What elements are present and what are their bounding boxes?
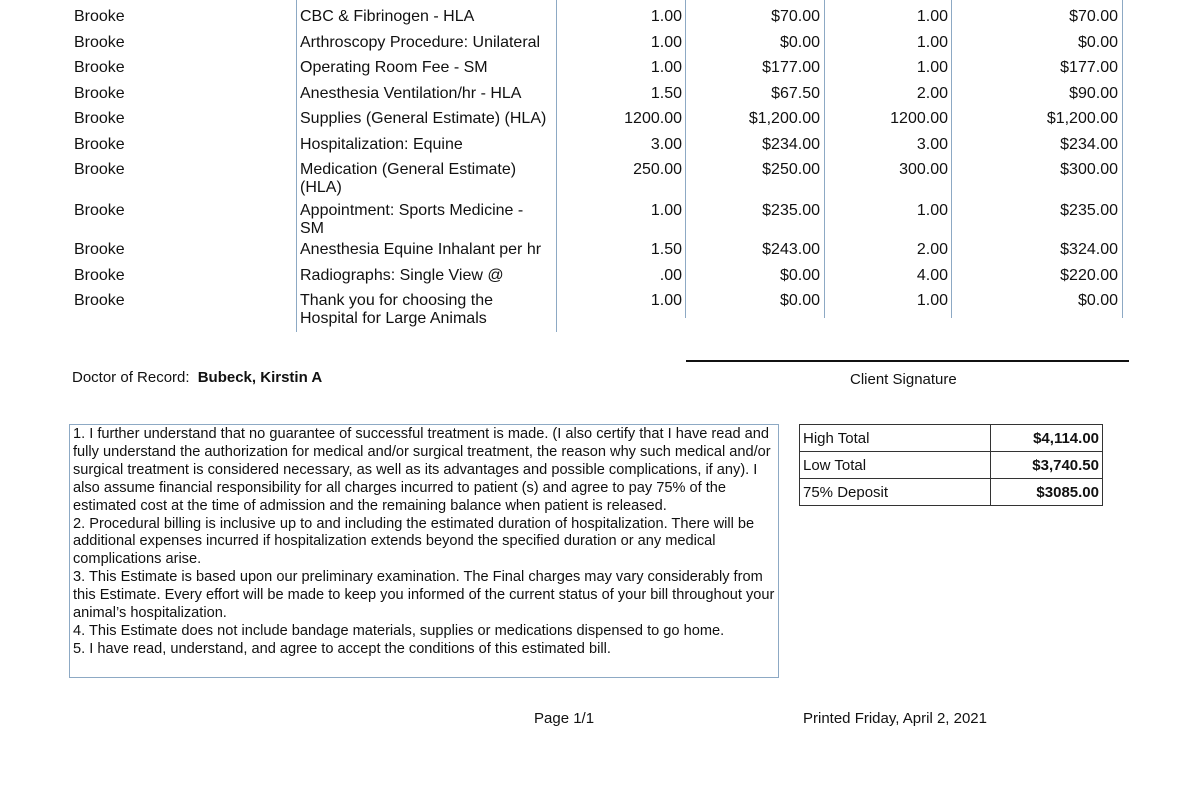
term-3: 3. This Estimate is based upon our preliminary examination. The Final charges may vary considerably from this Estimate. Every effort will be made to keep you informed of the current status of your bill throughout your animal’s hospitalization. [73, 569, 775, 622]
high-qty-cell: 1.00 [916, 59, 948, 76]
totals-label: 75% Deposit [800, 479, 991, 506]
low-price-cell: $243.00 [762, 241, 820, 258]
provider-cell: Brooke [74, 59, 125, 76]
low-price-cell: $67.50 [771, 85, 820, 102]
high-price-cell: $300.00 [1060, 161, 1118, 178]
low-price-cell: $234.00 [762, 136, 820, 153]
high-qty-cell: 1.00 [916, 292, 948, 309]
provider-cell: Brooke [74, 161, 125, 178]
high-price-cell: $324.00 [1060, 241, 1118, 258]
description-cell: Supplies (General Estimate) (HLA) [300, 110, 547, 127]
totals-value: $4,114.00 [991, 425, 1103, 452]
low-price-cell: $250.00 [762, 161, 820, 178]
term-2: 2. Procedural billing is inclusive up to and including the estimated duration of hospitalization. There will be additional expenses incurred if hospitalization extends beyond the specified duration or any medical complications arise. [73, 515, 755, 568]
totals-value: $3,740.50 [991, 452, 1103, 479]
provider-cell: Brooke [74, 241, 125, 258]
provider-cell: Brooke [74, 34, 125, 51]
high-qty-cell: 3.00 [916, 136, 948, 153]
totals-row-deposit [800, 479, 1103, 506]
high-qty-cell: 1.00 [916, 34, 948, 51]
totals-table [799, 424, 1103, 506]
description-cell: Anesthesia Ventilation/hr - HLA [300, 85, 522, 102]
low-qty-cell: .00 [659, 267, 682, 284]
high-price-cell: $220.00 [1060, 267, 1118, 284]
low-price-cell: $0.00 [779, 292, 820, 309]
low-qty-cell: 3.00 [650, 136, 682, 153]
low-qty-cell: 1.00 [650, 34, 682, 51]
high-price-cell: $177.00 [1060, 59, 1118, 76]
high-qty-cell: 1.00 [916, 8, 948, 25]
provider-cell: Brooke [74, 267, 125, 284]
provider-cell: Brooke [74, 110, 125, 127]
totals-row-low [800, 452, 1103, 479]
column-divider [296, 0, 297, 332]
low-qty-cell: 1200.00 [624, 110, 682, 127]
high-qty-cell: 1200.00 [890, 110, 948, 127]
low-price-cell: $70.00 [771, 8, 820, 25]
high-price-cell: $0.00 [1077, 34, 1118, 51]
printed-date: Printed Friday, April 2, 2021 [803, 710, 987, 727]
low-price-cell: $177.00 [762, 59, 820, 76]
description-cell: CBC & Fibrinogen - HLA [300, 8, 475, 25]
term-5: 5. I have read, understand, and agree to accept the conditions of this estimated bill. [73, 640, 611, 657]
high-qty-cell: 4.00 [916, 267, 948, 284]
column-divider [824, 0, 825, 318]
page-number: Page 1/1 [534, 710, 595, 727]
provider-cell: Brooke [74, 136, 125, 153]
column-divider [685, 0, 686, 318]
description-cell: Thank you for choosing the Hospital for Large Animals [300, 292, 494, 327]
high-price-cell: $234.00 [1060, 136, 1118, 153]
high-price-cell: $70.00 [1069, 8, 1118, 25]
low-qty-cell: 1.00 [650, 202, 682, 219]
doctor-label: Doctor of Record: [72, 369, 190, 386]
totals-label: High Total [800, 425, 991, 452]
low-qty-cell: 1.00 [650, 8, 682, 25]
totals-value: $3085.00 [991, 479, 1103, 506]
high-qty-cell: 300.00 [899, 161, 948, 178]
high-qty-cell: 2.00 [916, 85, 948, 102]
low-qty-cell: 1.00 [650, 59, 682, 76]
high-price-cell: $235.00 [1060, 202, 1118, 219]
column-divider [556, 0, 557, 332]
low-qty-cell: 1.00 [650, 292, 682, 309]
term-1: 1. I further understand that no guarantee of successful treatment is made. (I also certify that I have read and fully understand the authorization for medical and/or surgical treatment, the reason why such medical and/or surgical treatment is considered necessary, as well as its advantages and possible complications, if any). I also assume financial responsibility for all charges incurred to patient (s) and agree to pay 75% of the estimated cost at the time of admission and the remaining balance when patient is released. [73, 426, 771, 514]
term-4: 4. This Estimate does not include bandage materials, supplies or medications dispensed to go home. [73, 622, 725, 639]
high-qty-cell: 2.00 [916, 241, 948, 258]
provider-cell: Brooke [74, 202, 125, 219]
description-cell: Anesthesia Equine Inhalant per hr [300, 241, 542, 258]
description-cell: Hospitalization: Equine [300, 136, 463, 153]
column-divider [1122, 0, 1123, 318]
low-price-cell: $0.00 [779, 34, 820, 51]
low-price-cell: $1,200.00 [748, 110, 820, 127]
low-price-cell: $235.00 [762, 202, 820, 219]
provider-cell: Brooke [74, 8, 125, 25]
low-qty-cell: 1.50 [650, 241, 682, 258]
description-cell: Operating Room Fee - SM [300, 59, 488, 76]
description-cell: Appointment: Sports Medicine - SM [300, 202, 524, 237]
totals-row-high [800, 425, 1103, 452]
provider-cell: Brooke [74, 292, 125, 309]
description-cell: Radiographs: Single View @ [300, 267, 504, 284]
low-qty-cell: 250.00 [633, 161, 682, 178]
high-price-cell: $90.00 [1069, 85, 1118, 102]
high-price-cell: $0.00 [1077, 292, 1118, 309]
column-divider [951, 0, 952, 318]
high-qty-cell: 1.00 [916, 202, 948, 219]
signature-line [686, 360, 1129, 362]
low-qty-cell: 1.50 [650, 85, 682, 102]
low-price-cell: $0.00 [779, 267, 820, 284]
signature-label: Client Signature [850, 371, 957, 388]
provider-cell: Brooke [74, 85, 125, 102]
doctor-name: Bubeck, Kirstin A [197, 369, 323, 386]
totals-label: Low Total [800, 452, 991, 479]
doctor-of-record [72, 369, 322, 386]
description-cell: Arthroscopy Procedure: Unilateral [300, 34, 541, 51]
terms-box [69, 424, 779, 678]
description-cell: Medication (General Estimate) (HLA) [300, 161, 517, 196]
high-price-cell: $1,200.00 [1046, 110, 1118, 127]
